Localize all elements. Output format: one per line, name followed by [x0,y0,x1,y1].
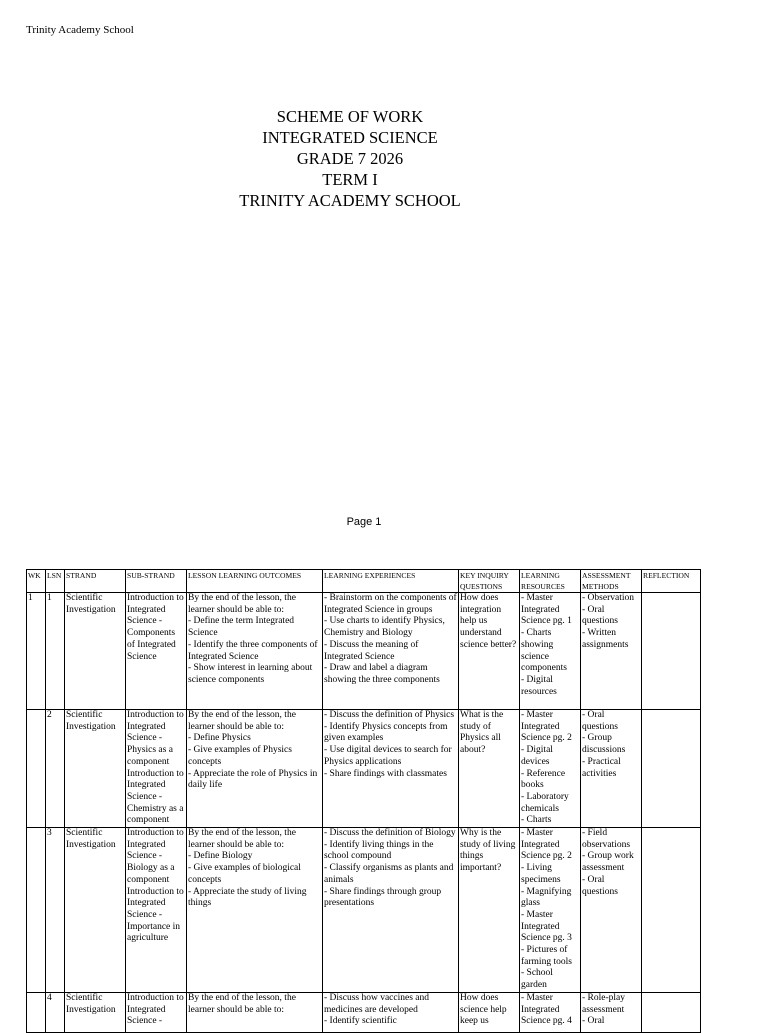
cell-assessment-line: - Oral [582,1016,605,1027]
cell-resources-line: - Digital devices [521,745,553,767]
cell-resources [520,828,581,993]
header-lsn: LSN [46,570,65,593]
header-wk: WK [27,570,46,593]
cell-strand: Scientific Investigation [65,593,126,710]
cell-reflection [642,593,701,710]
cell-resources-line: - Laboratory chemicals [521,791,569,814]
cell-outcomes-line: - Define the term Integrated Science [188,616,295,639]
cell-strand: Scientific Investigation [65,992,126,1032]
cell-sub-strand: Introduction to Integrated Science - Biology as a component Introduction to Integrated Science - Importance in agriculture [126,828,187,993]
cell-outcomes-line: By the end of the lesson, the learner should be able to: [188,593,296,615]
cell-experiences-line: - Share findings with classmates [324,768,447,779]
cell-experiences-line: - Identify Physics concepts from given examples [324,721,448,744]
header-resources: LEARNING RESOURCES [520,570,581,593]
cell-strand: Scientific Investigation [65,710,126,828]
cell-outcomes [187,992,323,1032]
title-line: INTEGRATED SCIENCE [262,128,438,147]
cell-resources-line: - School garden [521,968,553,991]
cell-assessment-line: - Oral questions [582,604,618,627]
header-outcomes: LESSON LEARNING OUTCOMES [187,570,323,593]
header-experiences: LEARNING EXPERIENCES [323,570,459,593]
cell-resources-line: - Reference books [521,768,566,791]
title-line: TERM I [322,170,378,189]
cell-questions: What is the study of Physics all about? [459,710,520,828]
cell-experiences-line: - Discuss the definition of Physics [324,710,455,720]
cell-experiences [323,593,459,710]
cell-experiences-line: - Discuss the definition of Biology [324,828,456,839]
cell-assessment-line: - Oral questions [582,874,618,897]
cell-experiences-line: - Use digital devices to search for Physics applications [324,745,452,767]
cell-experiences [323,992,459,1032]
cell-outcomes-line: - Show interest in learning about science components [188,663,313,685]
document-header-school: Trinity Academy School [26,24,134,36]
cell-resources-line: - Living specimens [521,863,561,885]
cell-outcomes-line: - Appreciate the study of living things [188,886,307,909]
cell-resources-line: - Digital resources [521,674,557,697]
cell-experiences-line: - Brainstorm on the components of Integrated Science in groups [324,593,457,615]
table-header-row [27,570,701,593]
cell-resources-line: - Pictures of farming tools [521,945,572,967]
cell-assessment [581,710,642,828]
cell-experiences [323,828,459,993]
cell-experiences-line: - Draw and label a diagram showing the three components [324,663,440,685]
cell-reflection [642,710,701,828]
cell-experiences-line: - Classify organisms as plants and animals [324,863,454,885]
cell-outcomes-line: By the end of the lesson, the learner should be able to: [188,992,296,1015]
cell-sub-strand: Introduction to Integrated Science - Components of Integrated Science [126,593,187,710]
cell-outcomes-line: - Appreciate the role of Physics in daily life [188,768,318,791]
cell-questions: Why is the study of living things important? [459,828,520,993]
cell-outcomes-line: - Define Physics [188,733,251,744]
table-row [27,710,701,828]
cell-resources [520,593,581,710]
cell-wk [27,828,46,993]
cell-wk [27,710,46,828]
title-line: GRADE 7 2026 [296,149,404,168]
cell-sub-strand: Introduction to Integrated Science - Physics as a component Introduction to Integrated Science - Chemistry as a component [126,710,187,828]
cell-outcomes [187,828,323,993]
scheme-of-work-table [26,569,701,1033]
cell-lsn: 1 [46,593,65,710]
cell-resources-line: - Charts showing science components [521,628,567,674]
cell-resources [520,992,581,1032]
page-number: Page 1 [346,516,382,528]
cell-assessment [581,828,642,993]
header-questions: KEY INQUIRY QUESTIONS [459,570,520,593]
cell-outcomes-line: By the end of the lesson, the learner should be able to: [188,828,296,850]
cell-resources-line: - Charts [521,815,552,826]
table-row [27,992,701,1032]
cell-questions: How does science help keep us [459,992,520,1032]
cell-lsn: 2 [46,710,65,828]
cell-experiences-line: - Identify living things in the school compound [324,839,434,862]
cell-reflection [642,992,701,1032]
cell-outcomes-line: - Give examples of biological concepts [188,863,301,885]
cell-assessment-line: - Observation [582,593,634,603]
table-row [27,828,701,993]
cell-resources-line: - Master Integrated Science pg. 3 [521,909,572,944]
cell-experiences [323,710,459,828]
cell-assessment [581,593,642,710]
cell-resources-line: - Master Integrated Science pg. 2 [521,710,572,744]
cell-outcomes-line: - Give examples of Physics concepts [188,745,292,767]
cell-lsn: 4 [46,992,65,1032]
cell-wk [27,992,46,1032]
title-line: TRINITY ACADEMY SCHOOL [239,191,461,210]
header-strand: STRAND [65,570,126,593]
cell-reflection [642,828,701,993]
table-row [27,593,701,710]
cell-outcomes [187,710,323,828]
cell-resources-line: - Master Integrated Science pg. 2 [521,828,572,862]
cell-assessment-line: - Group discussions [582,733,626,756]
cell-assessment [581,992,642,1032]
cell-experiences-line: - Identify scientific [324,1016,397,1027]
cell-assessment-line: - Role-play assessment [582,992,626,1015]
cell-assessment-line: - Written assignments [582,628,629,650]
cell-outcomes-line: - Define Biology [188,851,253,862]
cell-resources-line: - Master Integrated Science pg. 4 [521,992,572,1027]
header-sub-strand: SUB-STRAND [126,570,187,593]
document-title [0,106,700,211]
cell-questions: How does integration help us understand science better? [459,593,520,710]
cell-resources-line: - Magnifying glass [521,886,572,909]
cell-assessment-line: - Field observations [582,828,631,850]
header-assessment: ASSESSMENT METHODS [581,570,642,593]
cell-lsn: 3 [46,828,65,993]
header-reflection: REFLECTION [642,570,701,593]
cell-experiences-line: - Discuss how vaccines and medicines are developed [324,992,430,1015]
cell-outcomes [187,593,323,710]
cell-outcomes-line: By the end of the lesson, the learner should be able to: [188,710,296,732]
cell-assessment-line: - Oral questions [582,710,618,732]
title-line: SCHEME OF WORK [276,107,424,126]
cell-strand: Scientific Investigation [65,828,126,993]
cell-assessment-line: - Group work assessment [582,851,634,874]
cell-outcomes-line: - Identify the three components of Integrated Science [188,639,318,662]
cell-assessment-line: - Practical activities [582,756,621,779]
cell-wk: 1 [27,593,46,710]
cell-experiences-line: - Share findings through group presentations [324,886,442,909]
cell-resources [520,710,581,828]
cell-sub-strand: Introduction to Integrated Science - [126,992,187,1032]
cell-experiences-line: - Use charts to identify Physics, Chemistry and Biology [324,616,445,639]
cell-experiences-line: - Discuss the meaning of Integrated Science [324,639,419,662]
cell-resources-line: - Master Integrated Science pg. 1 [521,593,572,627]
